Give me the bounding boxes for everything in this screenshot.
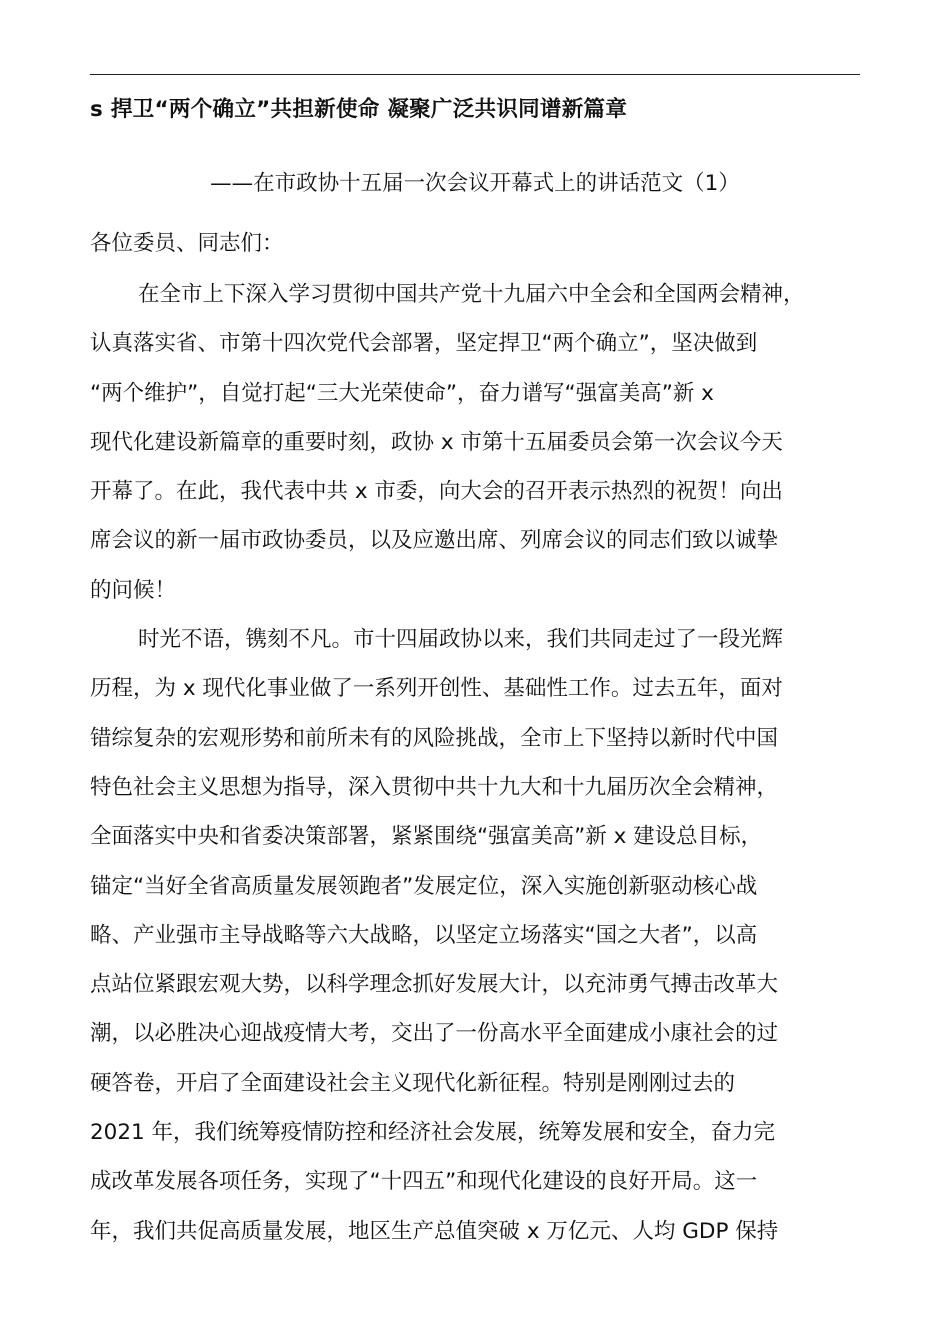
paragraph-line: 潮，以必胜决心迎战疫情大考，交出了一份高水平全面建成小康社会的过 bbox=[90, 1021, 779, 1047]
paragraph-line: 略、产业强市主导战略等六大战略，以坚定立场落实“国之大者”，以高 bbox=[90, 922, 758, 948]
paragraph-line: 锚定“当好全省高质量发展领跑者”发展定位，深入实施创新驱动核心战 bbox=[90, 873, 758, 899]
header-rule bbox=[90, 74, 860, 75]
paragraph-line: 认真落实省、市第十四次党代会部署，坚定捍卫“两个确立”，坚决做到 bbox=[90, 331, 758, 357]
paragraph-line: 特色社会主义思想为指导，深入贯彻中共十九大和十九届历次全会精神， bbox=[90, 774, 779, 800]
paragraph-line: 席会议的新一届市政协委员，以及应邀出席、列席会议的同志们致以诚挚 bbox=[90, 528, 779, 554]
paragraph-1 bbox=[90, 276, 860, 621]
paragraph-line: 全面落实中央和省委决策部署，紧紧围绕“强富美高”新 x 建设总目标， bbox=[90, 824, 763, 850]
paragraph-line: 的问候！ bbox=[90, 577, 177, 603]
paragraph-line: 点站位紧跟宏观大势，以科学理念抓好发展大计，以充沛勇气搏击改革大 bbox=[90, 972, 779, 998]
paragraph-2 bbox=[90, 621, 860, 1262]
document-body bbox=[90, 276, 860, 1262]
paragraph-line: 在全市上下深入学习贯彻中国共产党十九届六中全会和全国两会精神， bbox=[138, 282, 805, 307]
document-subtitle: ——在市政协十五届一次会议开幕式上的讲话范文（1） bbox=[210, 171, 740, 196]
paragraph-line: 时光不语，镌刻不凡。市十四届政协以来，我们共同走过了一段光辉 bbox=[138, 627, 784, 653]
paragraph-line: 开幕了。在此，我代表中共 x 市委，向大会的召开表示热烈的祝贺！向出 bbox=[90, 479, 783, 505]
paragraph-line: 年，我们共促高质量发展，地区生产总值突破 x 万亿元、人均 GDP 保持 bbox=[90, 1218, 779, 1244]
paragraph-line: 错综复杂的宏观形势和前所未有的风险挑战，全市上下坚持以新时代中国 bbox=[90, 725, 779, 751]
paragraph-line: 2021 年，我们统筹疫情防控和经济社会发展，统筹发展和安全，奋力完 bbox=[90, 1120, 776, 1146]
document-title: s 捍卫“两个确立”共担新使命 凝聚广泛共识同谱新篇章 bbox=[90, 97, 628, 122]
salutation: 各位委员、同志们： bbox=[90, 231, 284, 256]
paragraph-line: 成改革发展各项任务，实现了“十四五”和现代化建设的良好开局。这一 bbox=[90, 1169, 758, 1195]
paragraph-line: 现代化建设新篇章的重要时刻，政协 x 市第十五届委员会第一次会议今天 bbox=[90, 429, 783, 455]
paragraph-line: 历程，为 x 现代化事业做了一系列开创性、基础性工作。过去五年，面对 bbox=[90, 676, 783, 702]
paragraph-line: “两个维护”，自觉打起“三大光荣使命”，奋力谱写“强富美高”新 x bbox=[90, 380, 714, 406]
paragraph-line: 硬答卷，开启了全面建设社会主义现代化新征程。特别是刚刚过去的 bbox=[90, 1070, 736, 1096]
